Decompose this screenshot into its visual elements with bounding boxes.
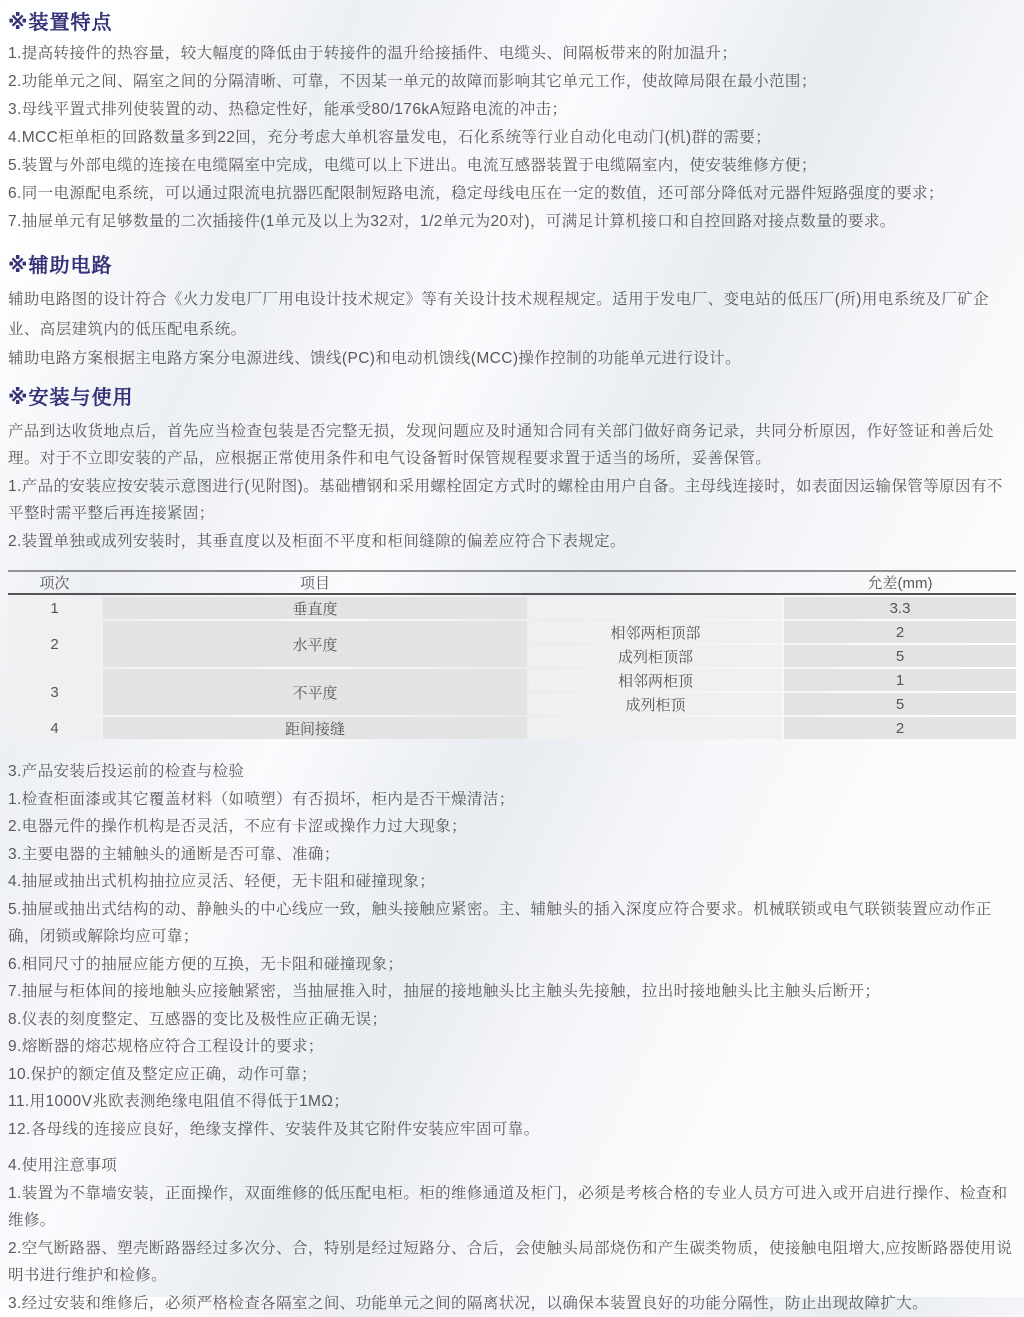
auxiliary-paragraph: 辅助电路方案根据主电路方案分电源进线、馈线(PC)和电动机馈线(MCC)操作控制的功能单元进行设计。 [8,344,1016,374]
table-cell-value: 5 [784,693,1016,715]
table-cell-value: 2 [784,621,1016,643]
table-cell-sub: 相邻两柜顶 [529,669,782,691]
usage-notes [8,1152,1016,1317]
check-item: 2.电器元件的操作机构是否灵活，不应有卡涩或操作力过大现象； [8,813,1016,841]
section-title-features: ※装置特点 [8,0,1016,37]
install-paragraph: 产品到达收货地点后，首先应当检查包装是否完整无损，发现问题应及时通知合同有关部门做好商务记录，共同分析原因，作好签证和善后处理。对于不立即安装的产品，应根据正常使用条件和电气设备暂时保管规程要求置于适当的场所，妥善保管。 [8,418,1016,473]
table-cell-no: 1 [8,597,101,619]
auxiliary-body [8,285,1016,374]
section-title-install: ※安装与使用 [8,384,1016,412]
install-paragraph: 2.装置单独或成列安装时，其垂直度以及柜面不平度和柜间缝隙的偏差应符合下表规定。 [8,528,1016,556]
inspection-checklist [8,758,1016,1143]
check-item: 1.检查柜面漆或其它覆盖材料（如喷塑）有否损坏，柜内是否干燥清洁； [8,786,1016,814]
table-cell-sub [529,597,782,619]
table-cell-no: 2 [8,621,101,667]
table-cell-sub: 相邻两柜顶部 [529,621,782,643]
feature-item: 6.同一电源配电系统，可以通过限流电抗器匹配限制短路电流，稳定母线电压在一定的数值，还可部分降低对元器件短路强度的要求； [8,180,1016,208]
check-item: 9.熔断器的熔芯规格应符合工程设计的要求； [8,1033,1016,1061]
usage-note-item: 3.经过安装和维修后，必须严格检查各隔室之间、功能单元之间的隔离状况，以确保本装置良好的功能分隔性，防止出现故障扩大。 [8,1290,1016,1317]
table-cell-item: 垂直度 [103,597,527,619]
check-item: 3.主要电器的主辅触头的通断是否可靠、准确； [8,841,1016,869]
check-item: 10.保护的额定值及整定应正确，动作可靠； [8,1061,1016,1089]
table-cell-item: 水平度 [103,621,527,667]
header-cell-tolerance: 允差(mm) [784,572,1016,595]
tolerance-table-header [8,570,1016,595]
table-cell-item: 不平度 [103,669,527,715]
usage-note-item: 1.装置为不靠墙安装，正面操作，双面维修的低压配电柜。柜的维修通道及柜门，必须是考核合格的专业人员方可进入或开启进行操作、检查和维修。 [8,1180,1016,1235]
check-item: 8.仪表的刻度整定、互感器的变比及极性应正确无误； [8,1006,1016,1034]
tolerance-table-body [8,595,1016,739]
usage-note-item: 2.空气断路器、塑壳断路器经过多次分、合，特别是经过短路分、合后，会使触头局部烧伤和产生碳类物质，使接触电阻增大,应按断路器使用说明书进行维护和检修。 [8,1235,1016,1290]
features-list [8,40,1016,236]
feature-item: 7.抽屉单元有足够数量的二次插接件(1单元及以上为32对，1/2单元为20对)，可满足计算机接口和自控回路对接点数量的要求。 [8,208,1016,236]
table-cell-no: 4 [8,717,101,739]
usage-notes-title: 4.使用注意事项 [8,1152,1016,1180]
feature-item: 2.功能单元之间、隔室之间的分隔清晰、可靠，不因某一单元的故障而影响其它单元工作，使故障局限在最小范围； [8,68,1016,96]
feature-item: 5.装置与外部电缆的连接在电缆隔室中完成，电缆可以上下进出。电流互感器装置于电缆隔室内，使安装维修方便； [8,152,1016,180]
table-cell-value: 1 [784,669,1016,691]
header-cell-item: 项目 [103,572,527,595]
check-item: 4.抽屉或抽出式机构抽拉应灵活、轻便，无卡阻和碰撞现象； [8,868,1016,896]
header-cell-index: 项次 [8,572,101,595]
table-cell-item: 距间接缝 [103,717,527,739]
table-cell-value: 3.3 [784,597,1016,619]
table-cell-value: 5 [784,645,1016,667]
feature-item: 4.MCC柜单柜的回路数量多到22回，充分考虑大单机容量发电，石化系统等行业自动化电动门(机)群的需要； [8,124,1016,152]
check-item: 7.抽屉与柜体间的接地触头应接触紧密，当抽屉推入时，抽屉的接地触头比主触头先接触，拉出时接地触头比主触头后断开； [8,978,1016,1006]
check-item: 6.相同尺寸的抽屉应能方便的互换，无卡阻和碰撞现象； [8,951,1016,979]
table-cell-sub: 成列柜顶 [529,693,782,715]
tolerance-table [8,570,1016,739]
install-paragraph: 1.产品的安装应按安装示意图进行(见附图)。基础槽钢和采用螺栓固定方式时的螺栓由用户自备。主母线连接时，如表面因运输保管等原因有不平整时需平整后再连接紧固； [8,473,1016,528]
check-item: 11.用1000V兆欧表测绝缘电阻值不得低于1MΩ； [8,1088,1016,1116]
table-cell-sub [529,717,782,739]
check-item: 12.各母线的连接应良好，绝缘支撑件、安装件及其它附件安装应牢固可靠。 [8,1116,1016,1144]
section-title-auxiliary: ※辅助电路 [8,252,1016,280]
table-cell-sub: 成列柜顶部 [529,645,782,667]
table-cell-value: 2 [784,717,1016,739]
table-cell-no: 3 [8,669,101,715]
feature-item: 1.提高转接件的热容量，较大幅度的降低由于转接件的温升给接插件、电缆头、间隔板带来的附加温升； [8,40,1016,68]
check-item: 5.抽屉或抽出式结构的动、静触头的中心线应一致，触头接触应紧密。主、辅触头的插入深度应符合要求。机械联锁或电气联锁装置应动作正确，闭锁或解除均应可靠； [8,896,1016,951]
auxiliary-paragraph: 辅助电路图的设计符合《火力发电厂厂用电设计技术规定》等有关设计技术规程规定。适用于发电厂、变电站的低压厂(所)用电系统及厂矿企业、高层建筑内的低压配电系统。 [8,285,1016,344]
feature-item: 3.母线平置式排列使装置的动、热稳定性好，能承受80/176kA短路电流的冲击； [8,96,1016,124]
checklist-title: 3.产品安装后投运前的检查与检验 [8,758,1016,786]
install-body [8,418,1016,556]
header-cell-sub [529,572,782,595]
